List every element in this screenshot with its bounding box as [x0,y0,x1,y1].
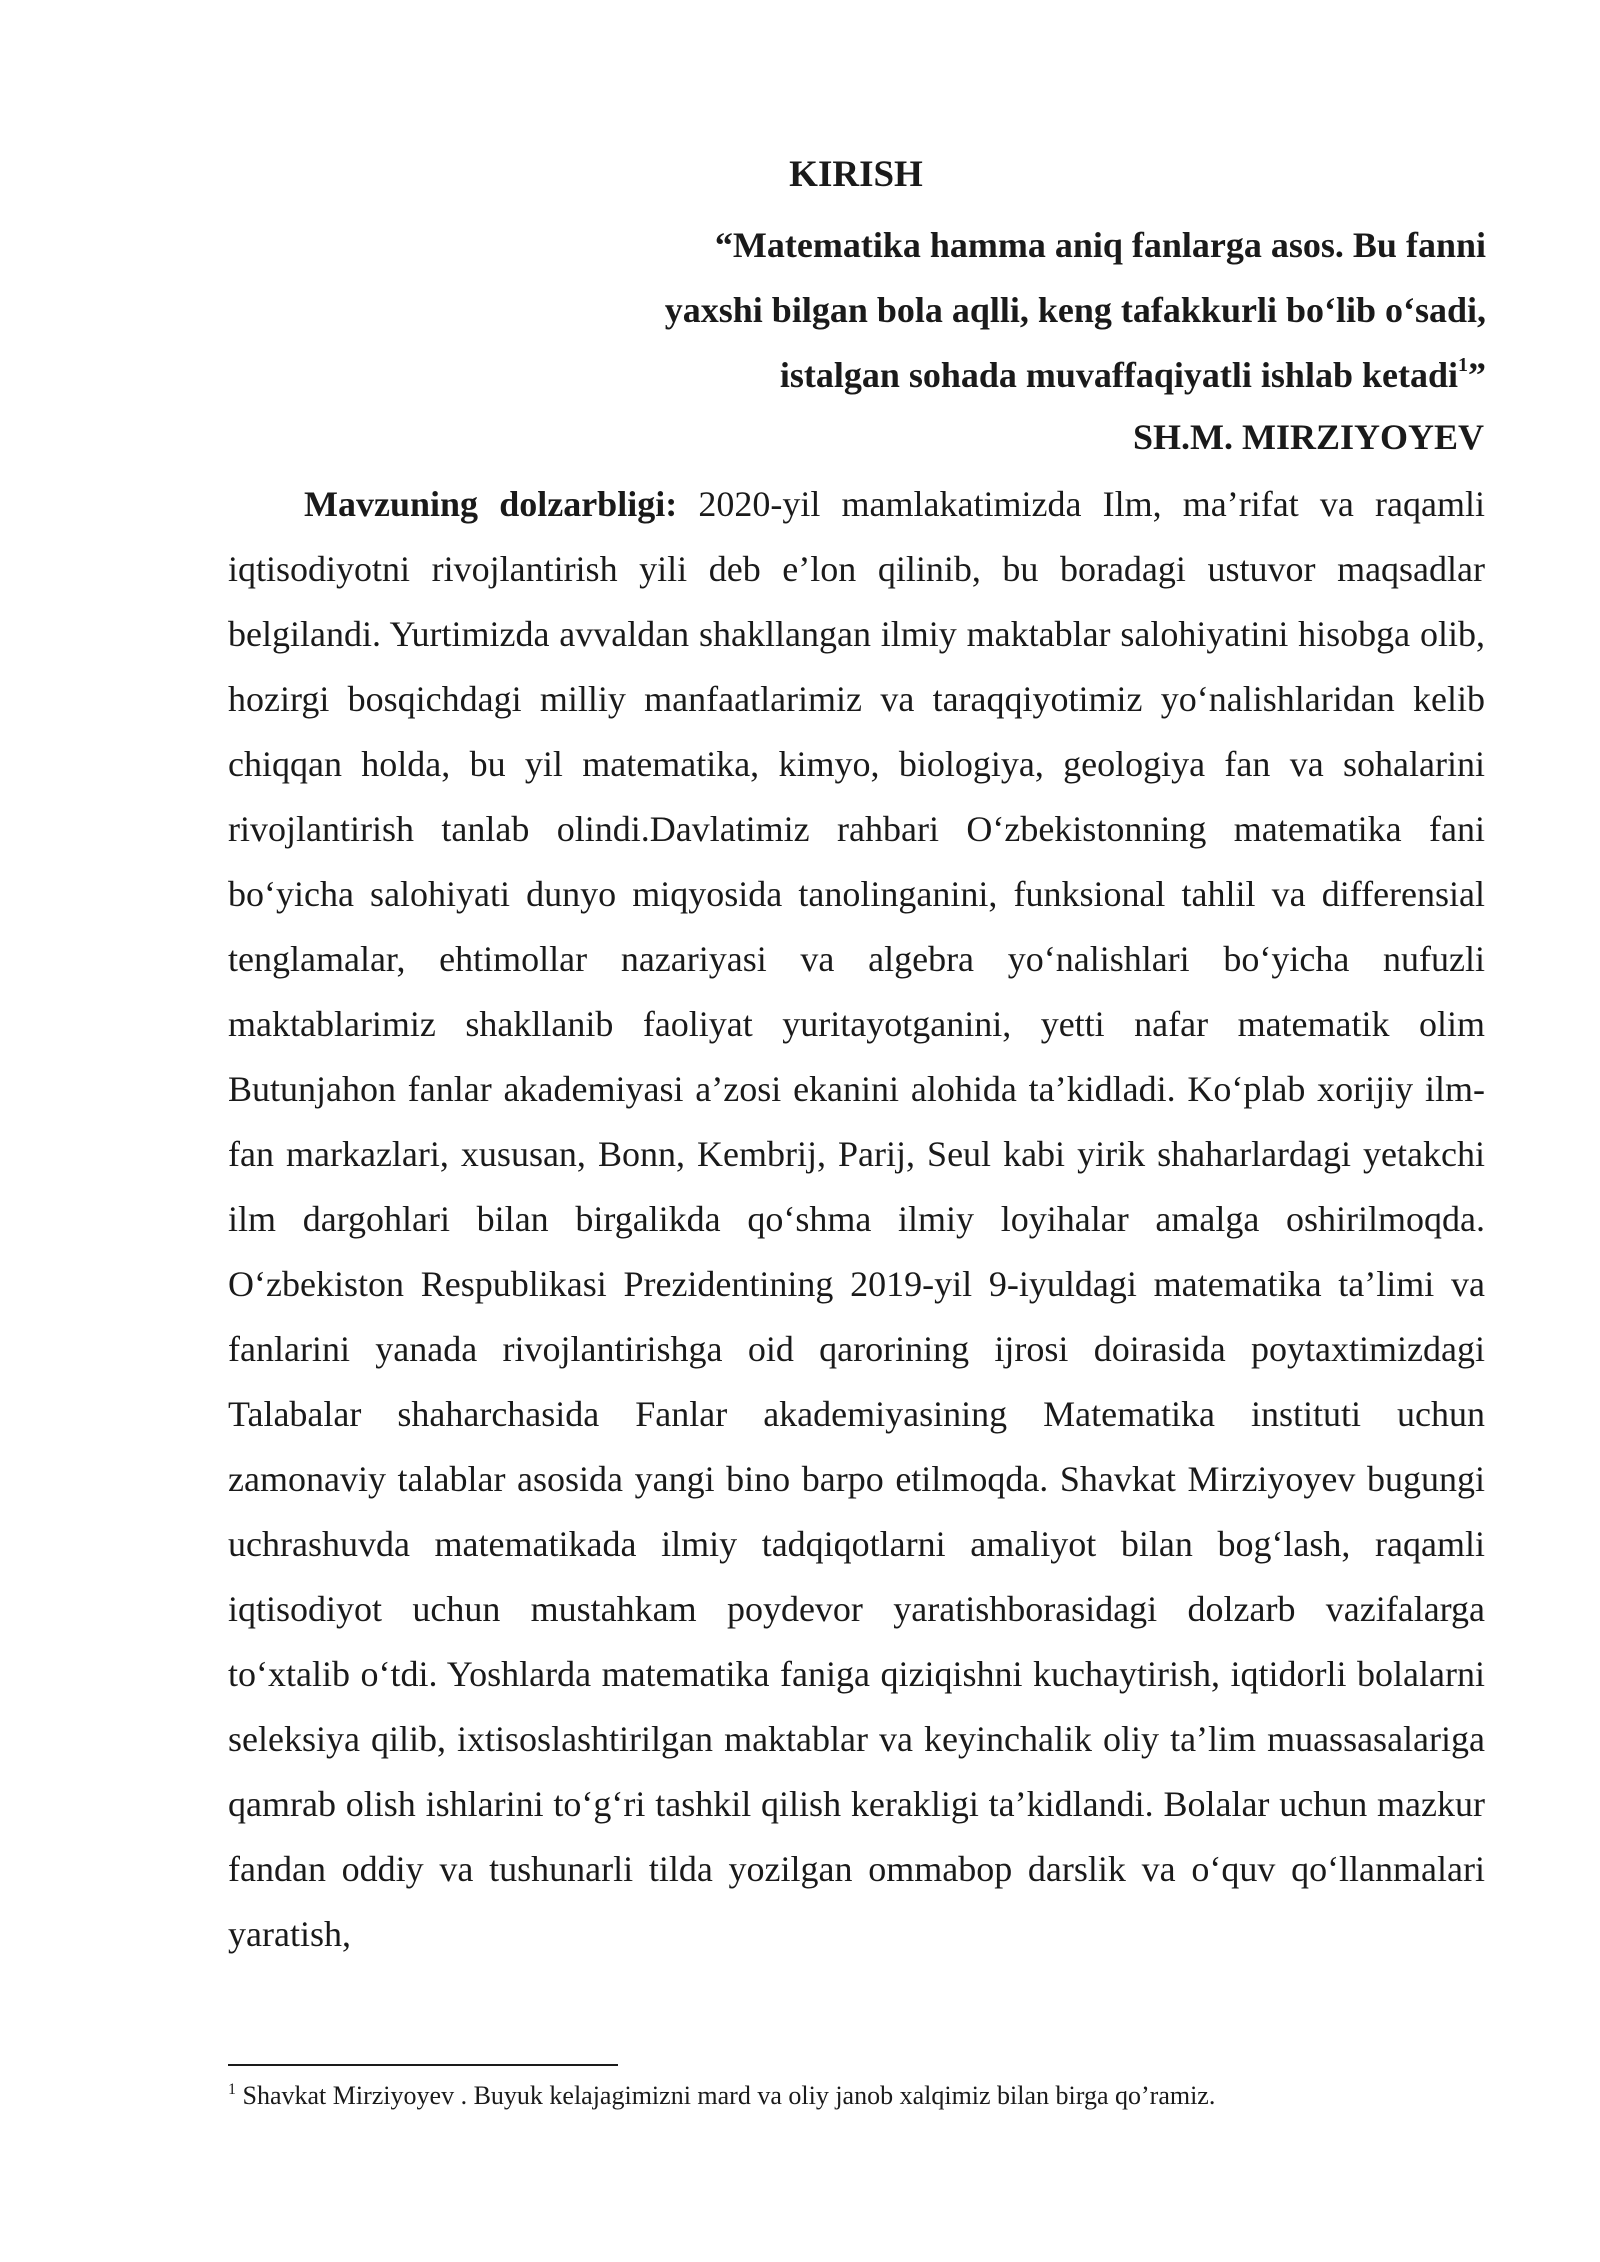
epigraph-line: “Matematika hamma aniq fanlarga asos. Bu fanni [714,225,1486,265]
body-text: 2020-yil mamlakatimizda Ilm, ma’rifat va raqamli iqtisodiyotni rivojlantirish yili deb e’lon qilinib, bu boradagi ustuvor maqsadlar belgilandi. Yurtimizda avvaldan shakllangan ilmiy maktablar salohiyatini hisobga olib, hozirgi bosqichdagi milliy manfaatlarimiz va taraqqiyotimiz yo‘nalishlaridan kelib chiqqan holda, bu yil matematika, kimyo, biologiya, geologiya fan va sohalarini rivojlantirish tanlab olindi.Davlatimiz rahbari O‘zbekistonning matematika fani bo‘yicha salohiyati dunyo miqyosida tanolinganini, funksional tahlil va differensial tenglamalar, ehtimollar nazariyasi va algebra yo‘nalishlari bo‘yicha nufuzli maktablarimiz shakllanib faoliyat yuritayotganini, yetti nafar matematik olim Butunjahon fanlar akademiyasi a’zosi ekanini alohida ta’kidladi. Ko‘plab xorijiy ilm-fan markazlari, xususan, Bonn, Kembrij, Parij, Seul kabi yirik shaharlardagi yetakchi ilm dargohlari bilan birgalikda qo‘shma ilmiy loyihalar amalga oshirilmoqda. O‘zbekiston Respublikasi Prezidentining 2019-yil 9-iyuldagi matematika ta’limi va fanlarini yanada rivojlantirishga oid qarorining ijrosi doirasida poytaxtimizdagi Talabalar shaharchasida Fanlar akademiyasining Matematika instituti uchun zamonaviy talablar asosida yangi bino barpo etilmoqda. Shavkat Mirziyoyev bugungi uchrashuvda matematikada ilmiy tadqiqotlarni amaliyot bilan bog‘lash, raqamli iqtisodiyot uchun mustahkam poydevor yaratishborasidagi dolzarb vazifalarga to‘xtalib o‘tdi. Yoshlarda matematika faniga qiziqishni kuchaytirish, iqtidorli bolalarni seleksiya qilib, ixtisoslashtirilgan maktablar va keyinchalik oliy ta’lim muassasalariga qamrab olish ishlarini to‘g‘ri tashkil qilish kerakligi ta’kidlandi. Bolalar uchun mazkur fandan oddiy va tushunarli tilda yozilgan ommabop darslik va o‘quv qo‘llanmalari yaratish, [228,484,1486,1954]
footnote [228,2078,1485,2114]
body-paragraph [228,472,1485,1967]
epigraph-quote [486,213,1486,408]
footnote-reference: 1 [1458,354,1468,376]
footnote-text: Shavkat Mirziyoyev . Buyuk kelajagimizni mard va oliy janob xalqimiz bilan birga qo’ramiz. [242,2081,1216,2110]
footnote-divider [228,2064,618,2066]
epigraph-line: yaxshi bilgan bola aqlli, keng tafakkurli bo‘lib o‘sadi, [664,290,1486,330]
page-title: KIRISH [789,154,923,195]
footnote-marker: 1 [228,2081,236,2098]
epigraph-line-text: istalgan sohada muvaffaqiyatli ishlab ketadi [779,355,1458,395]
epigraph-author: SH.M. MIRZIYOYEV [1132,417,1484,457]
epigraph-line-last [486,343,1486,408]
section-lead: Mavzuning dolzarbligi: [304,484,678,524]
closing-quote: ” [1468,355,1486,395]
